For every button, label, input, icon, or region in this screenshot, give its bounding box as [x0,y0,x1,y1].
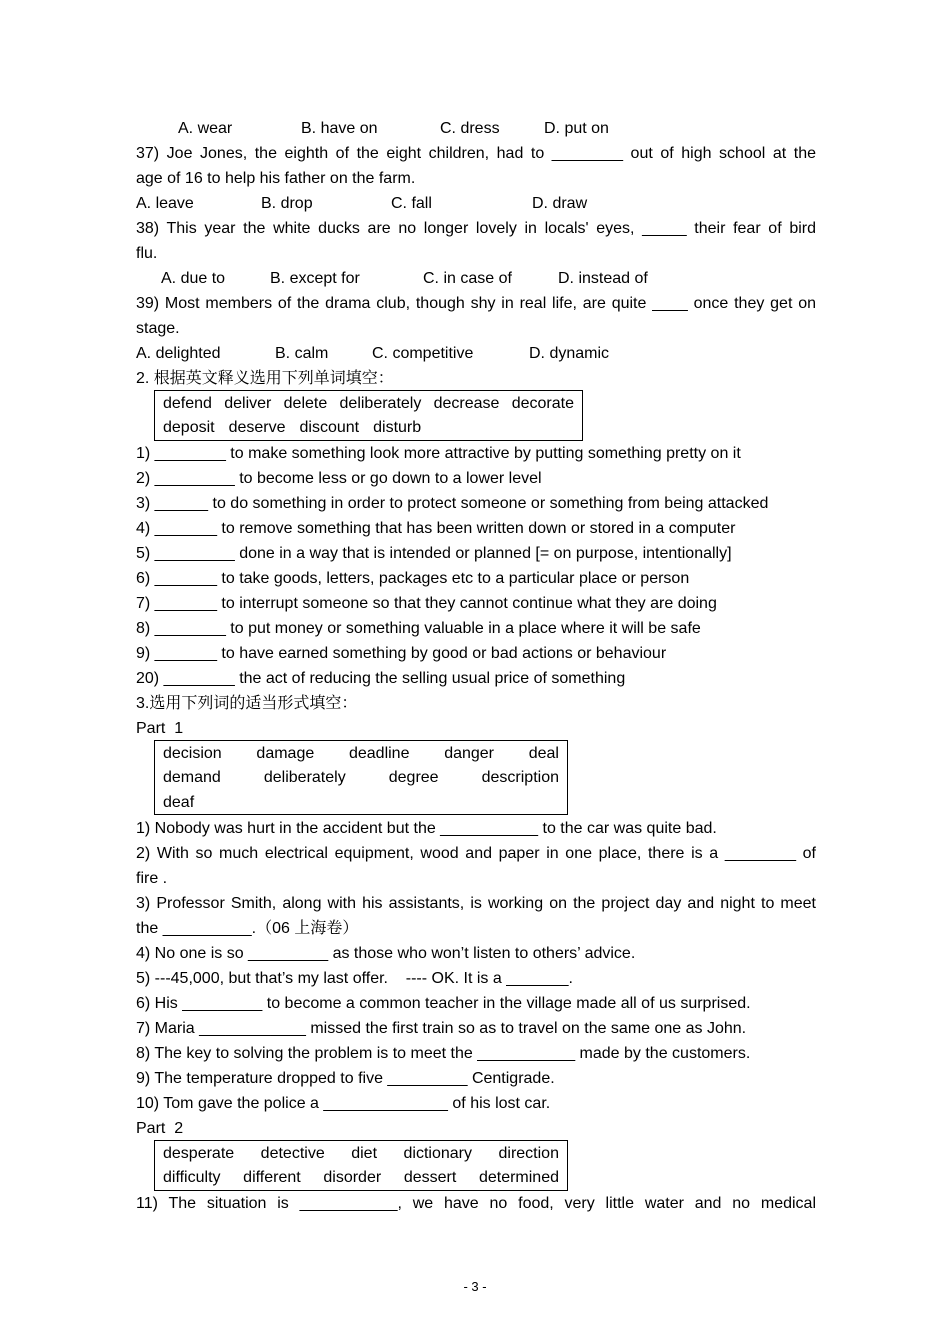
q39-stem-line2: stage. [136,320,180,337]
q37-option-c: C. fall [391,195,432,212]
section2-item-5: 5) _________ done in a way that is intended or planned [= on purpose, intentionally] [136,545,732,562]
part2-word-row-1 [163,1144,559,1164]
section2-item-8: 8) ________ to put money or something valuable in a place where it will be safe [136,620,701,637]
q36-option-c: C. dress [440,120,500,137]
section2-item-9: 9) _______ to have earned something by good or bad actions or behaviour [136,645,667,662]
word: discount [299,419,360,436]
word: deposit [163,419,215,436]
section3-item-10: 10) Tom gave the police a ______________ of his lost car. [136,1095,551,1112]
word: desperate [163,1145,235,1162]
word: deserve [228,419,286,436]
page-number: - 3 - [463,1279,487,1294]
part1-word-row-1 [163,744,559,764]
section2-item-4: 4) _______ to remove something that has been written down or stored in a computer [136,520,736,537]
q38-stem-line2: flu. [136,245,158,262]
word: disturb [373,419,422,436]
word: deadline [348,745,410,762]
section2-heading: 2. 根据英文释义选用下列单词填空： [136,370,394,387]
word: demand [163,769,221,786]
word: detective [260,1145,325,1162]
section3-heading: 3.选用下列词的适当形式填空： [136,695,358,712]
q36-option-b: B. have on [301,120,378,137]
part2-label: Part 2 [136,1120,184,1137]
section2-item-3: 3) ______ to do something in order to protect someone or something from being attacked [136,495,769,512]
part1-word-box [154,740,568,815]
word: damage [256,745,315,762]
word: description [481,769,559,786]
q38-option-a: A. due to [161,270,226,287]
section3-item-1: 1) Nobody was hurt in the accident but the ___________ to the car was quite bad. [136,820,717,837]
word: defend [163,395,212,412]
part1-word-row-2 [163,768,559,788]
q38-stem-line1: 38) This year the white ducks are no longer lovely in locals' eyes, _____ their fear of bird [136,220,816,237]
section2-item-7: 7) _______ to interrupt someone so that they cannot continue what they are doing [136,595,717,612]
q38-option-b: B. except for [270,270,360,287]
word: decision [163,745,222,762]
word: deaf [163,794,195,811]
word: diet [351,1145,378,1162]
part2-word-box [154,1140,568,1191]
word: direction [498,1145,559,1162]
q37-option-d: D. draw [532,195,588,212]
section3-item-5: 5) ---45,000, but that’s my last offer. ---- OK. It is a _______. [136,970,573,987]
q36-option-d: D. put on [544,120,609,137]
word: delete [283,395,328,412]
word: degree [388,769,439,786]
section3-item-7: 7) Maria ____________ missed the first train so as to travel on the same one as John. [136,1020,747,1037]
word: decorate [511,395,574,412]
word: dictionary [403,1145,472,1162]
section3-item-4: 4) No one is so _________ as those who won’t listen to others’ advice. [136,945,636,962]
section2-word-row-1 [163,394,574,414]
word: different [243,1169,301,1186]
q37-option-a: A. leave [136,195,194,212]
section3-item-9: 9) The temperature dropped to five _________ Centigrade. [136,1070,555,1087]
word: determined [478,1169,559,1186]
q38-option-d: D. instead of [558,270,648,287]
word: disorder [323,1169,382,1186]
section3-item-3-line2: the __________.（06 上海卷） [136,920,359,937]
q39-stem-line1: 39) Most members of the drama club, though shy in real life, are quite ____ once they get on [136,295,816,312]
section2-word-row-2 [163,418,574,438]
q39-option-c: C. competitive [372,345,474,362]
section3-item-2-line2: fire . [136,870,168,887]
word: dessert [403,1169,457,1186]
word: danger [444,745,495,762]
section2-word-box [154,390,583,441]
word: deliberately [263,769,346,786]
section2-item-20: 20) ________ the act of reducing the selling usual price of something [136,670,626,687]
q37-stem-line1: 37) Joe Jones, the eighth of the eight children, had to ________ out of high school at the [136,145,816,162]
part2-word-row-2 [163,1168,559,1188]
part1-label: Part 1 [136,720,184,737]
q39-option-d: D. dynamic [529,345,610,362]
section3-item-2-line1: 2) With so much electrical equipment, wood and paper in one place, there is a ________ of [136,845,816,862]
section3-item-11: 11) The situation is ___________, we have no food, very little water and no medical [136,1195,816,1212]
q39-option-a: A. delighted [136,345,221,362]
section3-item-6: 6) His _________ to become a common teacher in the village made all of us surprised. [136,995,751,1012]
word: deliberately [339,395,422,412]
q37-stem-line2: age of 16 to help his father on the farm. [136,170,416,187]
q36-option-a: A. wear [178,120,233,137]
q38-option-c: C. in case of [423,270,512,287]
section3-item-8: 8) The key to solving the problem is to meet the ___________ made by the customers. [136,1045,751,1062]
q39-option-b: B. calm [275,345,329,362]
section2-item-1: 1) ________ to make something look more attractive by putting something pretty on it [136,445,741,462]
section3-item-3-line1: 3) Professor Smith, along with his assistants, is working on the project day and night to meet [136,895,816,912]
q37-option-b: B. drop [261,195,313,212]
part1-word-row-3 [163,793,559,813]
section2-item-6: 6) _______ to take goods, letters, packages etc to a particular place or person [136,570,690,587]
word: decrease [433,395,500,412]
word: deliver [224,395,272,412]
word: difficulty [163,1169,221,1186]
section2-item-2: 2) _________ to become less or go down to a lower level [136,470,542,487]
word: deal [528,745,559,762]
